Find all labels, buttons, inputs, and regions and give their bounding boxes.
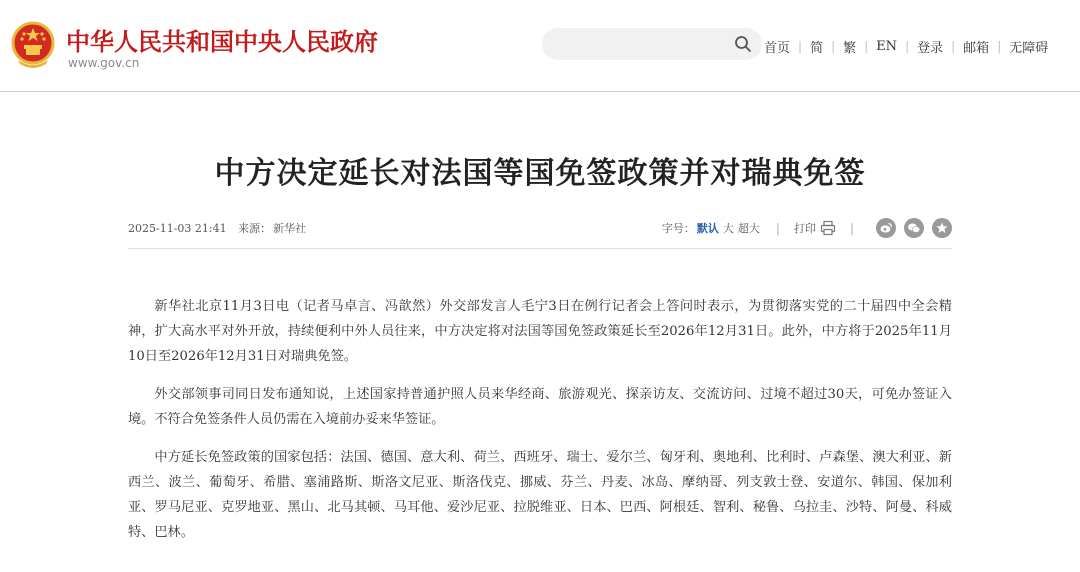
article-body [128,294,952,558]
nav-separator: | [997,39,1002,53]
favorite-share-icon[interactable] [932,218,952,238]
font-size-control [662,220,762,236]
source-label: 来源： [238,222,272,235]
nav-separator: | [864,39,869,53]
weibo-share-icon[interactable] [876,218,896,238]
nav-separator: | [951,39,956,53]
article-meta [128,218,952,240]
nav-mail[interactable]: 邮箱 [963,40,990,56]
nav-traditional[interactable]: 繁 [843,40,857,56]
font-size-large[interactable]: 大 [722,222,734,235]
site-url[interactable]: www.gov.cn [68,56,140,70]
print-label: 打印 [793,222,816,235]
print-button[interactable] [794,220,836,236]
national-emblem-icon[interactable] [10,20,56,70]
share-buttons [868,218,952,238]
article-paragraph: 中方延长免签政策的国家包括：法国、德国、意大利、荷兰、西班牙、瑞士、爱尔兰、匈牙利、奥地利、比利时、卢森堡、澳大利亚、新西兰、波兰、葡萄牙、希腊、塞浦路斯、斯洛文尼亚、斯洛伐克、挪威、芬兰、丹麦、冰岛、摩纳哥、列支敦士登、安道尔、韩国、保加利亚、罗马尼亚、克罗地亚、黑山、北马其顿、马耳他、爱沙尼亚、拉脱维亚、日本、巴西、阿根廷、智利、秘鲁、乌拉圭、沙特、阿曼、科威特、巴林。 [128,450,952,540]
printer-icon [820,220,836,236]
font-size-default[interactable]: 默认 [696,222,719,235]
nav-separator: | [905,39,910,53]
article-title: 中方决定延长对法国等国免签政策并对瑞典免签 [214,156,866,191]
nav-home[interactable]: 首页 [764,40,791,56]
meta-divider [128,248,952,249]
publish-datetime: 2025-11-03 21:41 [128,222,227,235]
font-size-label: 字号： [661,222,695,235]
search-input[interactable] [542,28,762,60]
site-title[interactable]: 中华人民共和国中央人民政府 [66,28,378,56]
meta-separator: | [775,221,780,235]
nav-separator: | [831,39,836,53]
font-size-xlarge[interactable]: 超大 [737,222,760,235]
wechat-share-icon[interactable] [904,218,924,238]
top-nav [758,36,1054,56]
nav-separator: | [798,39,803,53]
nav-accessibility[interactable]: 无障碍 [1009,40,1049,56]
nav-login[interactable]: 登录 [917,40,944,56]
nav-simplified[interactable]: 简 [810,40,824,56]
source-name: 新华社 [273,222,307,235]
article-paragraph: 外交部领事司同日发布通知说，上述国家持普通护照人员来华经商、旅游观光、探亲访友、交流访问、过境不超过30天，可免办签证入境。不符合免签条件人员仍需在入境前办妥来华签证。 [128,387,952,427]
site-header [0,0,1080,92]
meta-separator: | [849,221,854,235]
nav-english[interactable]: EN [876,38,898,54]
article-paragraph: 新华社北京11月3日电（记者马卓言、冯歆然）外交部发言人毛宁3日在例行记者会上答问时表示，为贯彻落实党的二十届四中全会精神，扩大高水平对外开放，持续便利中外人员往来，中方决定将对法国等国免签政策延长至2026年12月31日。此外，中方将于2025年11月10日至2026年12月31日对瑞典免签。 [128,299,952,364]
search-icon[interactable] [734,35,752,53]
